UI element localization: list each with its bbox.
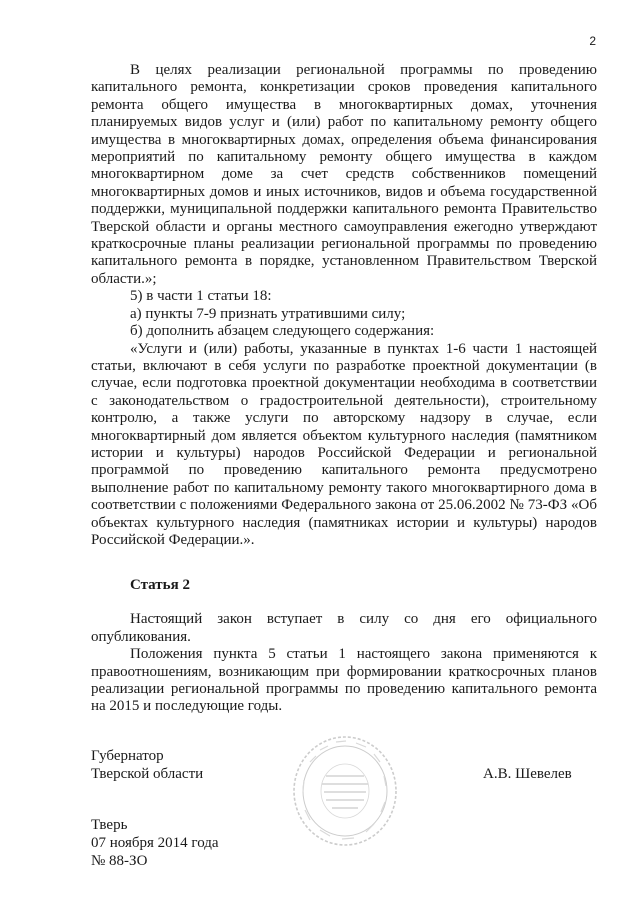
article-2-paragraph-application: Положения пункта 5 статьи 1 настоящего закона применяются к правоотношениям, возникающим при формировании краткосрочных планов реализации региональной программы по проведению капитального ремонта на 2015 и последующие годы. — [91, 646, 597, 715]
paragraph-capital-repair-plans: В целях реализации региональной программы по проведению капитального ремонта, конкретизации сроков проведения капитального ремонта общего имущества в многоквартирных домах, уточнения планируемых видов услуг и (или) работ по капитальному ремонту общего имущества в многоквартирных домах, определения объема финансирования мероприятий по капитальному ремонту общего имущества в каждом многоквартирном доме за счет средств собственников помещений многоквартирных домов и иных источников, видов и объема государственной поддержки, муниципальной поддержки капитального ремонта Правительство Тверской области и органы местного самоуправления ежегодно утверждают краткосрочные планы реализации региональной программы по проведению капитального ремонта в порядке, установленном Правительством Тверской области.»; — [91, 62, 597, 287]
article-2-heading: Статья 2 — [130, 577, 190, 594]
place-date-number — [91, 816, 219, 870]
paragraph-item-a: а) пункты 7-9 признать утратившими силу; — [130, 305, 406, 322]
signatory-title-line-2: Тверской области — [91, 766, 204, 782]
paragraph-item-5: 5) в части 1 статьи 18: — [130, 288, 272, 305]
official-seal-stamp — [290, 732, 400, 850]
signing-city: Тверь — [91, 817, 128, 833]
signatory-title-line-1: Губернатор — [91, 748, 164, 764]
section-spacer — [91, 549, 597, 576]
page-number: 2 — [589, 34, 596, 48]
signatory-name: А.В. Шевелев — [483, 766, 572, 782]
paragraph-item-b: б) дополнить абзацем следующего содержания: — [130, 323, 435, 340]
document-body — [91, 62, 597, 716]
article-2-paragraph-effective: Настоящий закон вступает в силу со дня его официального опубликования. — [91, 611, 597, 645]
paragraph-services-quote: «Услуги и (или) работы, указанные в пунктах 1-6 части 1 настоящей статьи, включают в себя услуги по разработке проектной документации (в случае, если подготовка проектной документации необходима в соответствии с законодательством о градостроительной деятельности), строительному контролю, а также услуги по авторскому надзору в случае, если многоквартирный дом является объектом культурного наследия (памятником истории и культуры) народов Российской Федерации и региональной программой по проведению капитального ремонта предусмотрено выполнение работ по капитальному ремонту такого многоквартирного дома в соответствии с положениями Федерального закона от 25.06.2002 № 73-ФЗ «Об объектах культурного наследия (памятниках истории и культуры) народов Российской Федерации.». — [91, 340, 597, 548]
law-number: № 88-ЗО — [91, 853, 148, 869]
signature-title — [91, 747, 203, 783]
signing-date: 07 ноября 2014 года — [91, 835, 219, 851]
